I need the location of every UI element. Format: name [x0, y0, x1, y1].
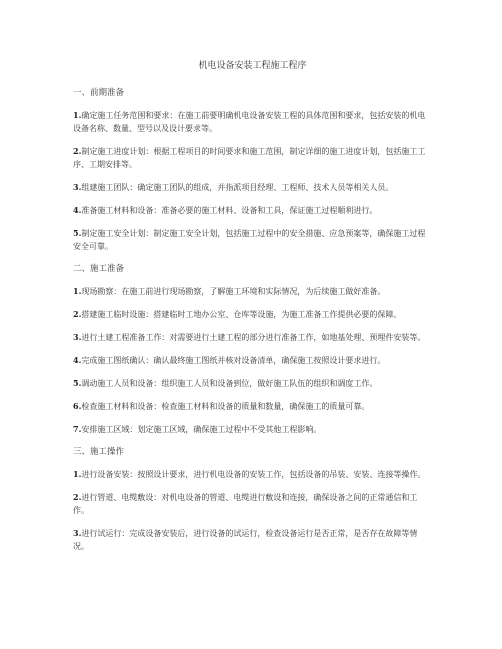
- item-number: 5.: [73, 378, 82, 388]
- list-item: [73, 491, 432, 517]
- list-item: [73, 285, 432, 298]
- section-heading: 一、前期准备: [73, 88, 125, 98]
- item-text: 检查施工材料和设备：检查施工材料和设备的质量和数量，确保施工的质量可靠。: [81, 402, 370, 411]
- section-operation: [73, 446, 432, 553]
- item-text: 制定施工安全计划：制定施工安全计划，包括施工过程中的安全措施、应急预案等，确保施工过程安全可靠。: [73, 229, 426, 251]
- list-item: [73, 527, 432, 553]
- item-number: 1.: [73, 286, 82, 296]
- section-heading: 二、施工准备: [73, 264, 125, 274]
- item-text: 进行土建工程准备工作：对需要进行土建工程的部分进行准备工作，如地基处理、预埋件安装等。: [81, 333, 426, 342]
- list-item: [73, 468, 432, 481]
- item-text: 制定施工进度计划：根据工程项目的时间要求和施工范围，制定详细的施工进度计划，包括施工工序、工期安排等。: [73, 147, 426, 169]
- document-title: 机电设备安装工程施工程序: [198, 61, 307, 71]
- list-item: [73, 377, 432, 390]
- list-item: [73, 181, 432, 194]
- item-text: 确定施工任务范围和要求：在施工前要明确机电设备安装工程的具体范围和要求，包括安装的机电设备名称、数量、型号以及设计要求等。: [73, 111, 426, 133]
- item-number: 3.: [73, 332, 82, 342]
- list-item: [73, 400, 432, 413]
- list-item: [73, 423, 432, 436]
- item-text: 完成施工图纸确认：确认最终施工图纸并核对设备清单，确保施工按照设计要求进行。: [81, 356, 386, 365]
- item-number: 4.: [73, 355, 82, 365]
- item-text: 进行管道、电缆敷设：对机电设备的管道、电缆进行敷设和连接，确保设备之间的正常通信和工作。: [73, 493, 418, 515]
- list-item: [73, 331, 432, 344]
- item-number: 2.: [73, 492, 82, 502]
- item-number: 7.: [73, 424, 82, 434]
- item-text: 调动施工人员和设备：组织施工人员和设备到位，做好施工队伍的组织和调度工作。: [81, 379, 378, 388]
- item-number: 5.: [73, 228, 82, 238]
- list-item: [73, 308, 432, 321]
- item-number: 1.: [73, 110, 82, 120]
- item-number: 2.: [73, 309, 82, 319]
- section-heading: 三、施工操作: [73, 447, 125, 457]
- section-construction-prep: [73, 263, 432, 436]
- item-number: 3.: [73, 182, 82, 192]
- item-number: 1.: [73, 469, 82, 479]
- item-number: 3.: [73, 528, 82, 538]
- item-text: 进行试运行：完成设备安装后，进行设备的试运行，检查设备运行是否正常，是否存在故障等情况。: [73, 529, 418, 551]
- list-item: [73, 204, 432, 217]
- item-text: 现场勘察：在施工前进行现场勘察，了解施工环境和实际情况，为后续施工做好准备。: [81, 287, 386, 296]
- list-item: [73, 109, 432, 135]
- list-item: [73, 354, 432, 367]
- item-number: 2.: [73, 146, 82, 156]
- section-preparation: [73, 87, 432, 253]
- list-item: [73, 145, 432, 171]
- item-text: 安排施工区域：划定施工区域，确保施工过程中不受其他工程影响。: [81, 425, 322, 434]
- item-text: 搭建施工临时设施：搭建临时工地办公室、仓库等设施，为施工准备工作提供必要的保障。: [81, 310, 402, 319]
- list-item: [73, 227, 432, 253]
- item-number: 4.: [73, 205, 82, 215]
- item-text: 组建施工团队：确定施工团队的组成，并指派项目经理、工程师、技术人员等相关人员。: [81, 183, 394, 192]
- item-text: 准备施工材料和设备：准备必要的施工材料、设备和工具，保证施工过程顺利进行。: [81, 206, 378, 215]
- item-number: 6.: [73, 401, 82, 411]
- item-text: 进行设备安装：按照设计要求，进行机电设备的安装工作，包括设备的吊装、安装、连接等操作。: [81, 470, 426, 479]
